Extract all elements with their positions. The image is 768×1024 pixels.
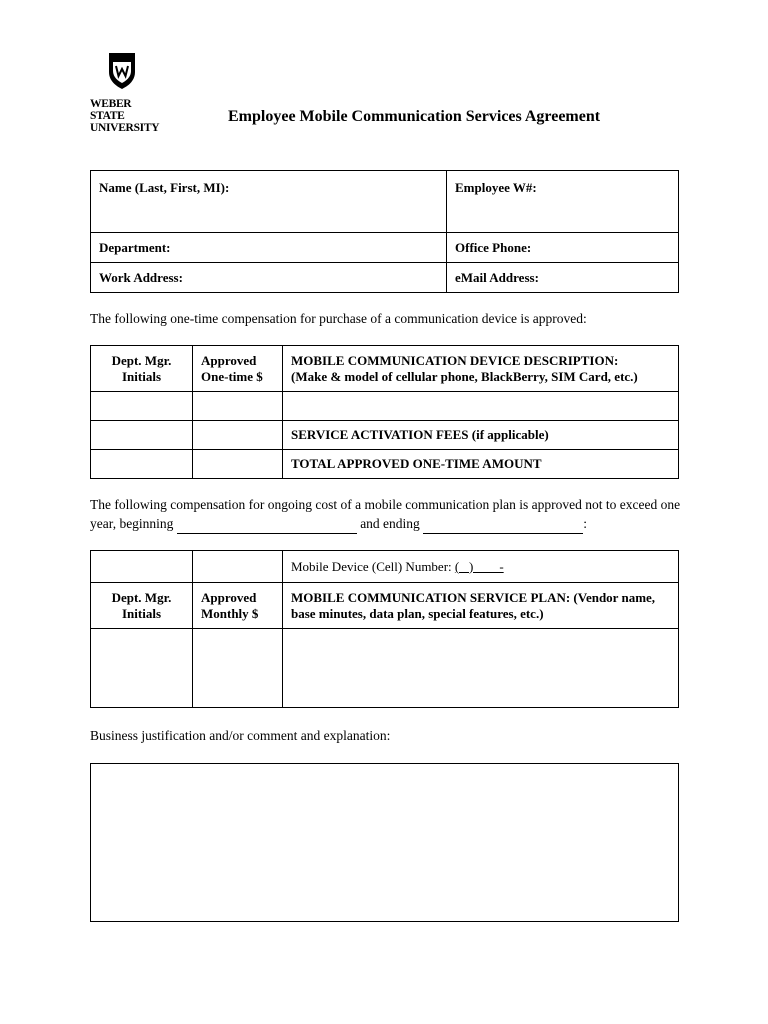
dept-mgr-initials-header: Dept. Mgr. Initials: [91, 346, 193, 392]
approved-one-time-header: Approved One-time $: [193, 346, 283, 392]
ongoing-intro: The following compensation for ongoing cost of a mobile communication plan is approved not to exceed one year, beginning and ending :: [90, 495, 685, 534]
device-description-cell[interactable]: [283, 392, 679, 421]
employee-w-field[interactable]: Employee W#:: [447, 171, 679, 233]
begin-date-blank[interactable]: [177, 514, 357, 534]
initials-cell[interactable]: [91, 421, 193, 450]
dept-mgr-initials-header: Dept. Mgr. Initials: [91, 583, 193, 629]
service-plan-cell[interactable]: [283, 629, 679, 708]
device-description-header: MOBILE COMMUNICATION DEVICE DESCRIPTION: (Make & model of cellular phone, BlackBerry, SIM Card, etc.): [283, 346, 679, 392]
work-address-field[interactable]: Work Address:: [91, 263, 447, 293]
amount-cell[interactable]: [193, 421, 283, 450]
end-date-blank[interactable]: [423, 514, 583, 534]
service-plan-header: MOBILE COMMUNICATION SERVICE PLAN: (Vendor name, base minutes, data plan, special features, etc.): [283, 583, 679, 629]
amount-cell[interactable]: [193, 450, 283, 479]
initials-cell[interactable]: [91, 450, 193, 479]
one-time-table: [90, 345, 679, 479]
justification-label: Business justification and/or comment and explanation:: [90, 728, 391, 743]
amount-cell[interactable]: [193, 392, 283, 421]
cell-number-field[interactable]: Mobile Device (Cell) Number: ( ) -: [283, 551, 679, 583]
ongoing-plan-table: [90, 550, 679, 708]
name-field[interactable]: Name (Last, First, MI):: [91, 171, 447, 233]
email-field[interactable]: eMail Address:: [447, 263, 679, 293]
blank-cell: [91, 551, 193, 583]
initials-cell[interactable]: [91, 392, 193, 421]
approved-monthly-header: Approved Monthly $: [193, 583, 283, 629]
shield-logo-icon: [108, 52, 136, 90]
blank-cell: [193, 551, 283, 583]
department-field[interactable]: Department:: [91, 233, 447, 263]
monthly-amount-cell[interactable]: [193, 629, 283, 708]
one-time-intro: The following one-time compensation for purchase of a communication device is approved:: [90, 311, 587, 326]
university-wordmark: WEBER STATE UNIVERSITY: [90, 98, 160, 134]
document-title: Employee Mobile Communication Services Agreement: [228, 108, 601, 125]
initials-cell[interactable]: [91, 629, 193, 708]
justification-textarea[interactable]: [90, 763, 679, 922]
activation-fees-label: SERVICE ACTIVATION FEES (if applicable): [283, 421, 679, 450]
total-one-time-label: TOTAL APPROVED ONE-TIME AMOUNT: [283, 450, 679, 479]
office-phone-field[interactable]: Office Phone:: [447, 233, 679, 263]
employee-info-table: [90, 170, 679, 293]
